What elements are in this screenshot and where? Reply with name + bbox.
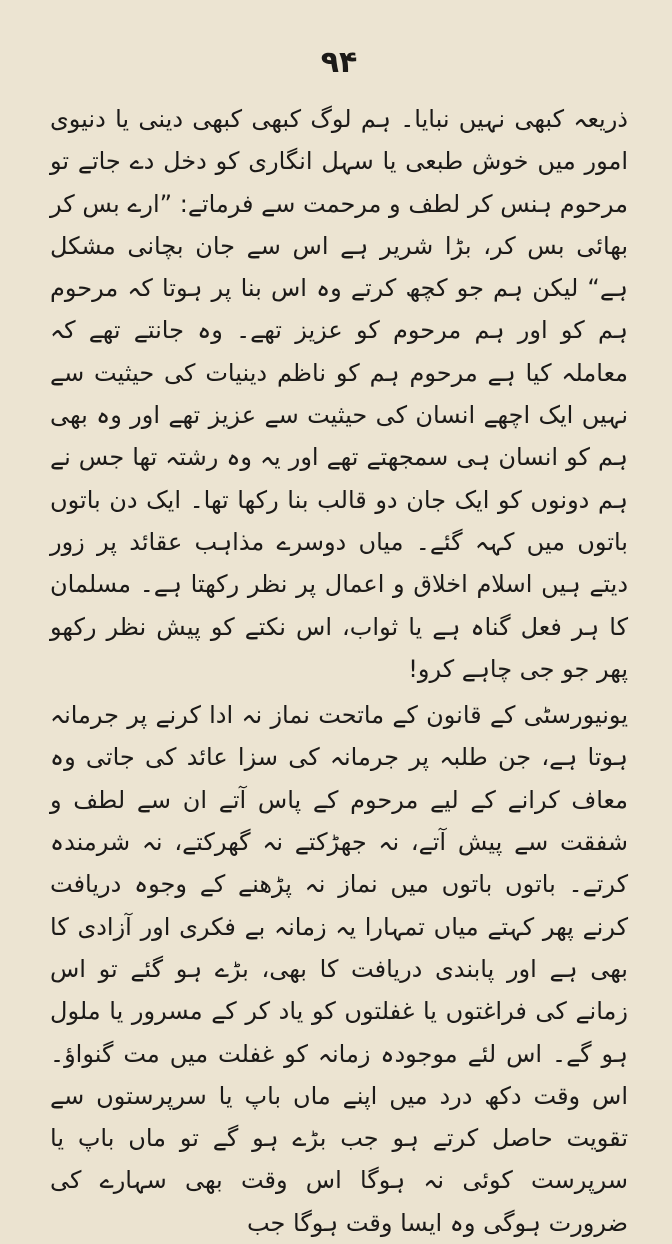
paragraph-1: ذریعہ کبھی نہیں نبایا۔ ہم لوگ کبھی کبھی دینی یا دنیوی امور میں خوش طبعی یا سہل انگاری کو دخل دے جاتے تو مرحوم ہنس کر لطف و مرحمت سے فرماتے: ”ارے بس کر بھائی بس کر، بڑا شریر ہے اس سے جان بچانی مشکل ہے“ لیکن ہم جو کچھ کرتے وہ اس بنا پر ہوتا کہ مرحوم ہم کو اور ہم مرحوم کو عزیز تھے۔ وہ جانتے تھے کہ معاملہ کیا ہے مرحوم ہم کو ناظم دینیات کی حیثیت سے نہیں ایک اچھے انسان کی حیثیت سے عزیز تھے اور وہ بھی ہم کو انسان ہی سمجھتے تھے اور یہ وہ رشتہ تھا جس نے ہم دونوں کو ایک جان دو قالب بنا رکھا تھا۔ ایک دن باتوں باتوں میں کہہ گئے۔ میاں دوسرے مذاہب عقائد پر زور دیتے ہیں اسلام اخلاق و اعمال پر نظر رکھتا ہے۔ مسلمان کا ہر فعل گناہ ہے یا ثواب، اس نکتے کو پیش نظر رکھو پھر جو جی چاہے کرو!: [50, 105, 628, 683]
paragraph-2: یونیورسٹی کے قانون کے ماتحت نماز نہ ادا کرنے پر جرمانہ ہوتا ہے، جن طلبہ پر جرمانہ کی سزا عائد کی جاتی وہ معاف کرانے کے لیے مرحوم کے پاس آتے ان سے لطف و شفقت سے پیش آتے، نہ جھڑکتے نہ گھرکتے، نہ شرمندہ کرتے۔ باتوں باتوں میں نماز نہ پڑھنے کے وجوہ دریافت کرنے پھر کہتے میاں تمہارا یہ زمانہ بے فکری اور آزادی کا بھی ہے اور پابندی دریافت کا بھی، بڑے ہو گئے تو اس زمانے کی فراغتوں یا غفلتوں کو یاد کر کے مسرور یا ملول ہو گے۔ اس لئے موجودہ زمانہ کو غفلت میں مت گنواؤ۔ اس وقت دکھ درد میں اپنے ماں باپ یا سرپرستوں سے تقویت حاصل کرتے ہو جب بڑے ہو گے تو ماں باپ یا سرپرست کوئی نہ ہوگا اس وقت بھی سہارے کی ضرورت ہوگی وہ ایسا وقت ہوگا جب: [50, 701, 628, 1237]
page-number: ۹۴: [320, 45, 358, 80]
